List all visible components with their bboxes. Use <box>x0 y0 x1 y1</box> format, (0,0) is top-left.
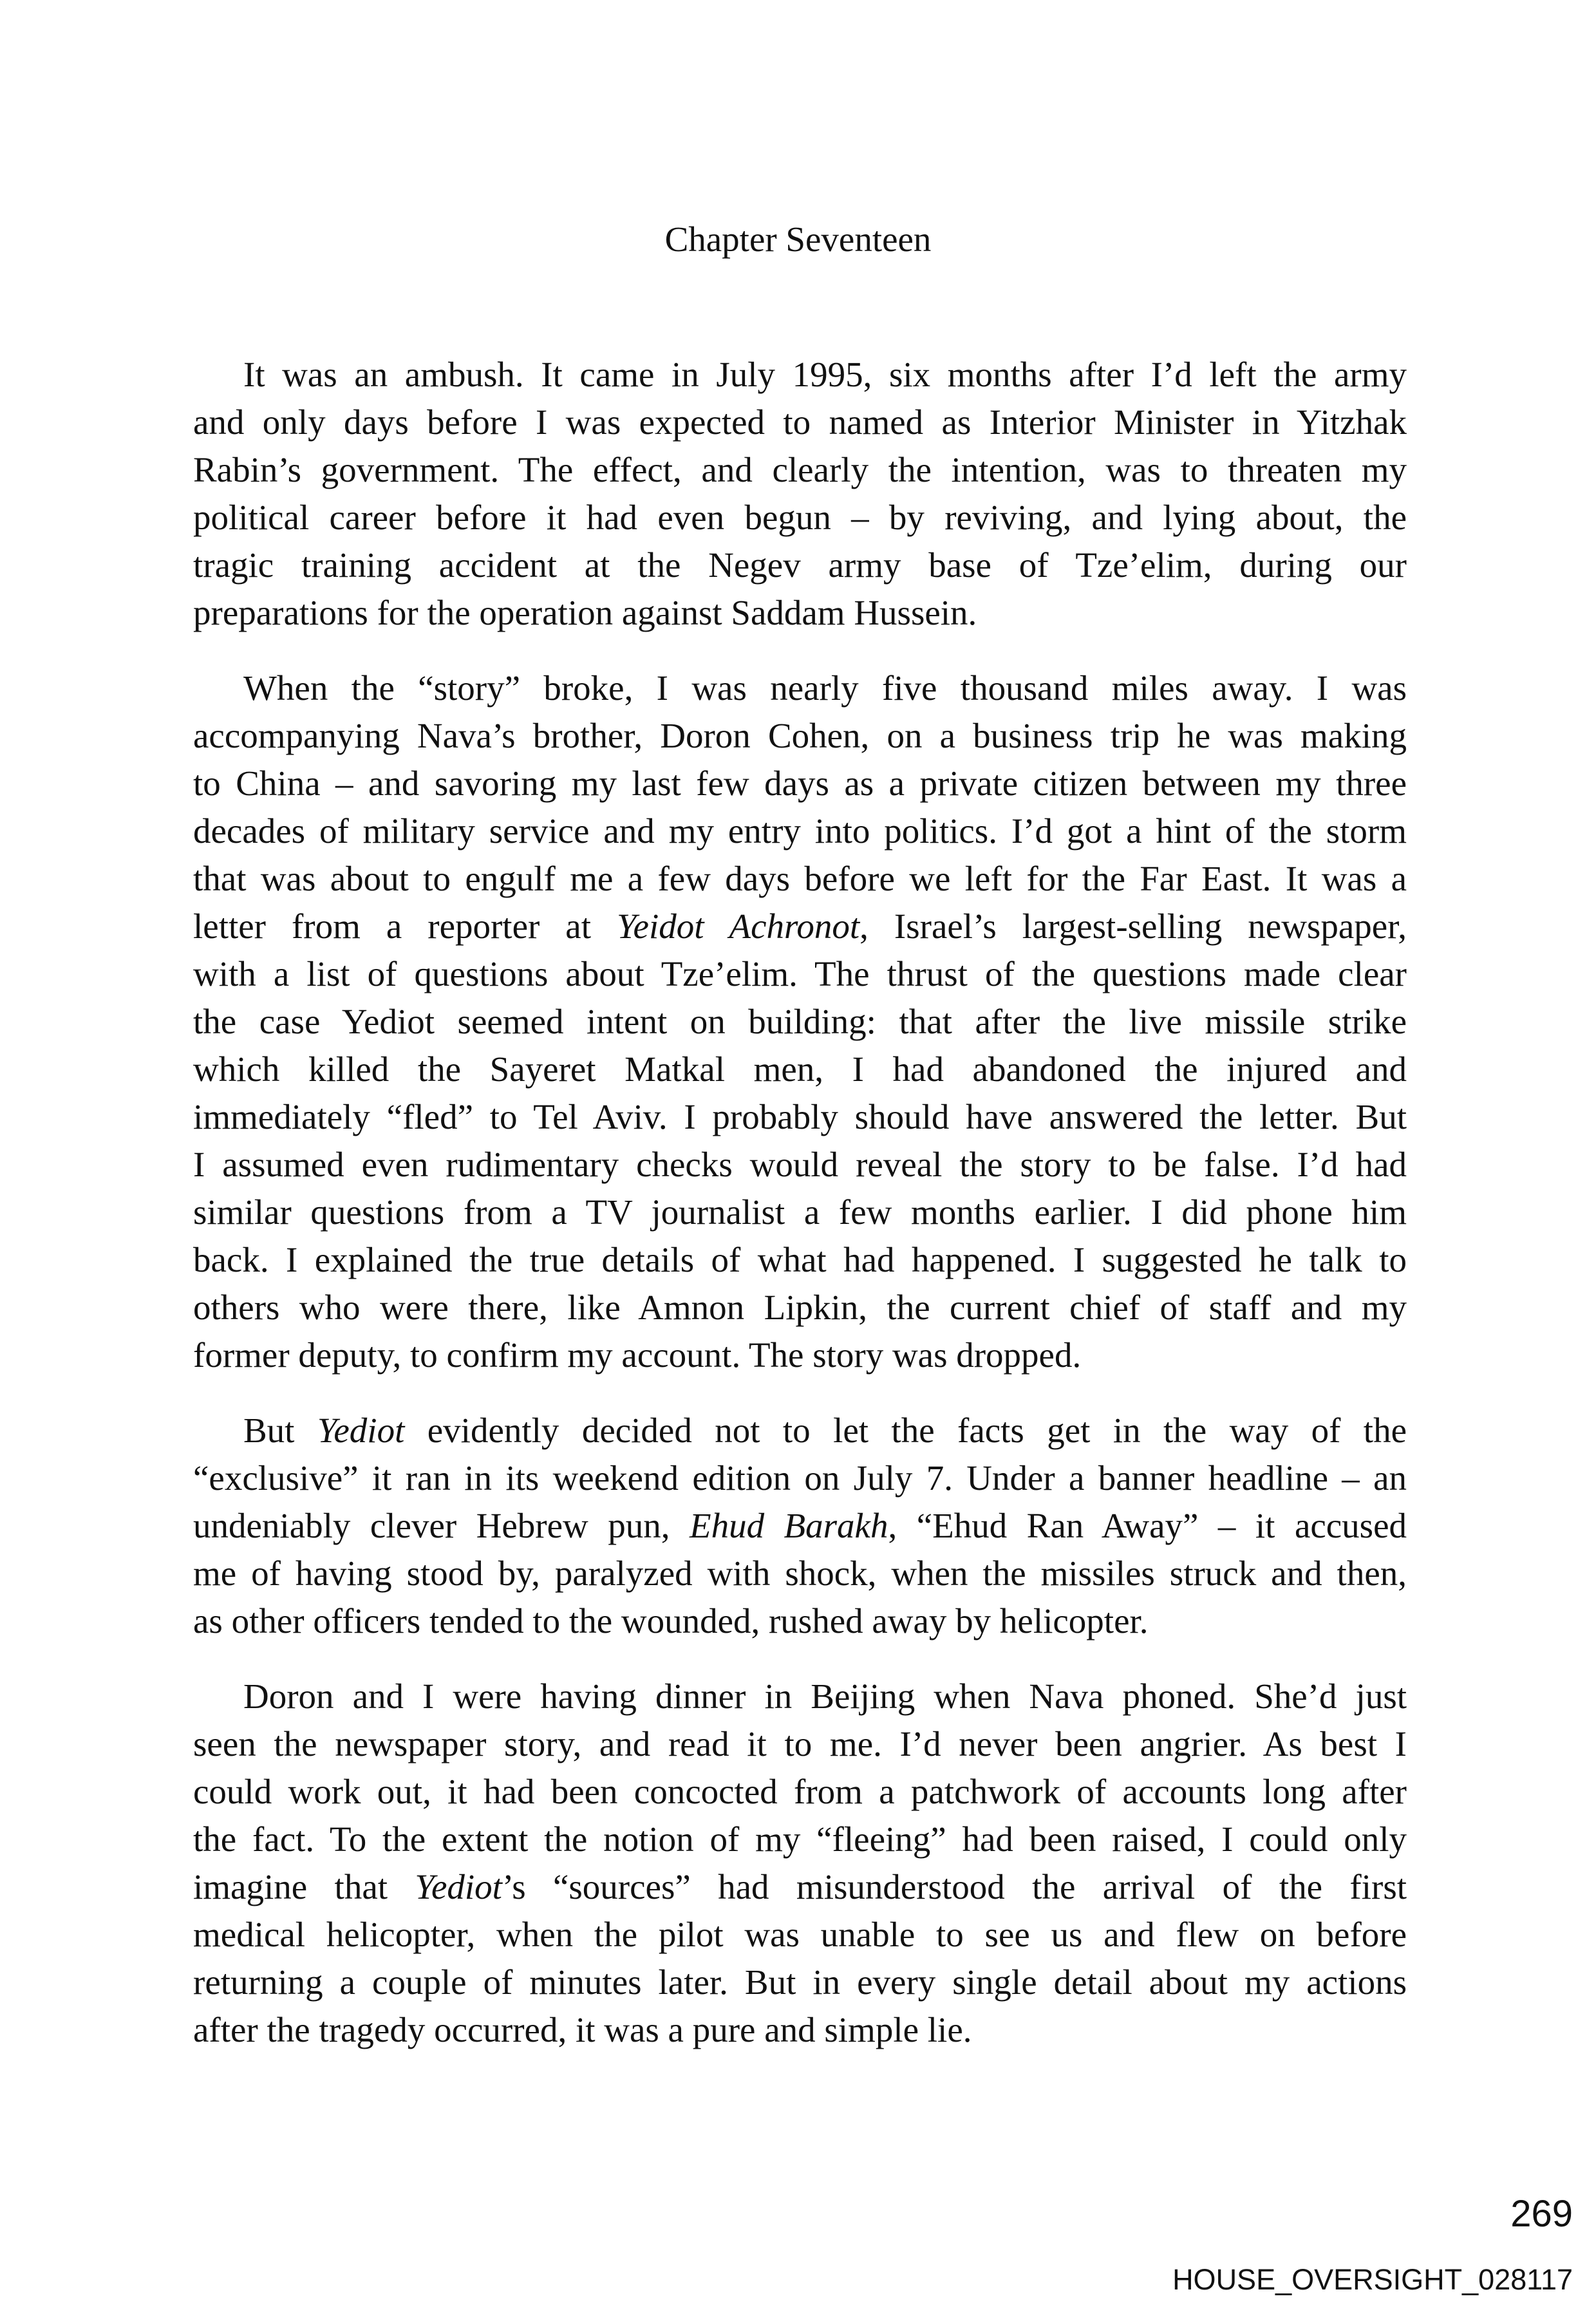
text-segment: decades of military service and my entry into politics. I’d got a hint of the storm <box>193 811 1407 851</box>
text-segment: undeniably clever Hebrew pun, <box>193 1506 690 1545</box>
text-segment: back. I explained the true details of what had happened. I suggested he talk to <box>193 1240 1407 1279</box>
text-segment: as other officers tended to the wounded, rushed away by helicopter. <box>193 1601 1149 1640</box>
text-line <box>193 1454 1407 1502</box>
text-segment: that was about to engulf me a few days before we left for the Far East. It was a <box>193 859 1407 898</box>
italic-text: Yediot <box>415 1867 502 1906</box>
text-segment: could work out, it had been concocted from a patchwork of accounts long after <box>193 1772 1407 1811</box>
paragraph <box>193 1673 1407 2054</box>
text-segment: which killed the Sayeret Matkal men, I had abandoned the injured and <box>193 1049 1407 1089</box>
text-line <box>193 541 1407 589</box>
text-segment: immediately “fled” to Tel Aviv. I probably should have answered the letter. But <box>193 1097 1407 1136</box>
text-segment: similar questions from a TV journalist a few months earlier. I did phone him <box>193 1192 1407 1232</box>
text-segment: When the “story” broke, I was nearly five thousand miles away. I was <box>243 668 1407 708</box>
text-line <box>193 494 1407 541</box>
paragraph <box>193 351 1407 637</box>
text-segment: accompanying Nava’s brother, Doron Cohen, on a business trip he was making <box>193 716 1407 755</box>
chapter-title: Chapter Seventeen <box>664 220 932 259</box>
text-segment: the fact. To the extent the notion of my “fleeing” had been raised, I could only <box>193 1819 1407 1859</box>
text-segment: I assumed even rudimentary checks would reveal the story to be false. I’d had <box>193 1145 1407 1184</box>
text-line <box>193 712 1407 760</box>
text-line <box>193 1236 1407 1284</box>
text-segment: But <box>243 1411 317 1450</box>
text-line <box>193 589 1407 637</box>
text-segment: seen the newspaper story, and read it to me. I’d never been angrier. As best I <box>193 1724 1407 1763</box>
text-line <box>193 1673 1407 1720</box>
body-text <box>193 351 1407 2082</box>
text-line <box>193 1768 1407 1816</box>
text-line <box>193 807 1407 855</box>
italic-text: Yediot <box>317 1411 405 1450</box>
text-segment: me of having stood by, paralyzed with shock, when the missiles struck and then, <box>193 1554 1407 1593</box>
text-segment: preparations for the operation against Saddam Hussein. <box>193 593 977 632</box>
text-line <box>193 760 1407 807</box>
text-line <box>193 855 1407 903</box>
text-line <box>193 1959 1407 2006</box>
text-segment: , Israel’s largest-selling newspaper, <box>859 907 1407 946</box>
text-segment: political career before it had even begun – by reviving, and lying about, the <box>193 498 1407 537</box>
text-line <box>193 1093 1407 1141</box>
bates-number: HOUSE_OVERSIGHT_028117 <box>1172 2263 1573 2296</box>
text-segment: tragic training accident at the Negev army base of Tze’elim, during our <box>193 545 1407 585</box>
text-segment: Rabin’s government. The effect, and clearly the intention, was to threaten my <box>193 450 1407 489</box>
text-segment: , “Ehud Ran Away” – it accused <box>888 1506 1407 1545</box>
text-line <box>193 903 1407 950</box>
page-number: 269 <box>1510 2193 1573 2235</box>
text-line <box>193 1407 1407 1454</box>
text-line <box>193 446 1407 494</box>
text-line <box>193 664 1407 712</box>
paragraph <box>193 1407 1407 1645</box>
text-line <box>193 1550 1407 1597</box>
text-segment: “exclusive” it ran in its weekend edition on July 7. Under a banner headline – an <box>193 1458 1407 1498</box>
text-line <box>193 1046 1407 1093</box>
text-line <box>193 399 1407 446</box>
text-segment: imagine that <box>193 1867 415 1906</box>
italic-text: Ehud Barakh <box>689 1506 888 1545</box>
text-line <box>193 1502 1407 1550</box>
text-line <box>193 1141 1407 1189</box>
text-segment: Doron and I were having dinner in Beijing when Nava phoned. She’d just <box>243 1677 1407 1716</box>
text-line <box>193 2006 1407 2054</box>
paragraph <box>193 664 1407 1379</box>
text-segment: others who were there, like Amnon Lipkin, the current chief of staff and my <box>193 1288 1407 1327</box>
text-segment: the case Yediot seemed intent on building: that after the live missile strike <box>193 1002 1407 1041</box>
text-segment: ’s “sources” had misunderstood the arrival of the first <box>502 1867 1407 1906</box>
text-line <box>193 1189 1407 1236</box>
text-segment: evidently decided not to let the facts get in the way of the <box>404 1411 1407 1450</box>
text-segment: former deputy, to confirm my account. The story was dropped. <box>193 1335 1082 1375</box>
text-line <box>193 998 1407 1046</box>
text-line <box>193 1720 1407 1768</box>
text-segment: It was an ambush. It came in July 1995, six months after I’d left the army <box>243 355 1407 394</box>
text-segment: to China – and savoring my last few days as a private citizen between my three <box>193 764 1407 803</box>
text-segment: and only days before I was expected to named as Interior Minister in Yitzhak <box>193 402 1407 442</box>
text-segment: returning a couple of minutes later. But in every single detail about my actions <box>193 1962 1407 2002</box>
text-segment: letter from a reporter at <box>193 907 617 946</box>
italic-text: Yeidot Achronot <box>617 907 860 946</box>
text-line <box>193 950 1407 998</box>
text-line <box>193 351 1407 399</box>
text-line <box>193 1863 1407 1911</box>
text-segment: with a list of questions about Tze’elim. The thrust of the questions made clear <box>193 954 1407 993</box>
text-line <box>193 1911 1407 1959</box>
text-line <box>193 1597 1407 1645</box>
text-segment: medical helicopter, when the pilot was unable to see us and flew on before <box>193 1915 1407 1954</box>
text-line <box>193 1331 1407 1379</box>
text-line <box>193 1284 1407 1331</box>
text-segment: after the tragedy occurred, it was a pure and simple lie. <box>193 2010 972 2049</box>
text-line <box>193 1816 1407 1863</box>
